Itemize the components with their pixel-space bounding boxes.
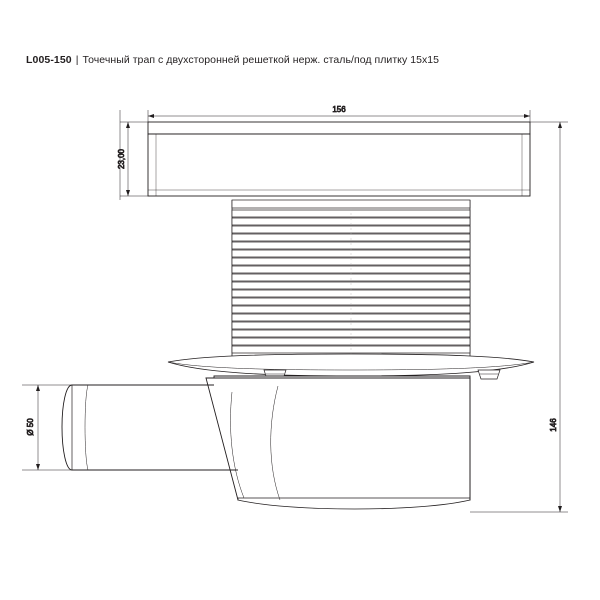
- product-code: L005-150: [26, 54, 72, 66]
- product-description: Точечный трап с двухсторонней решеткой нерж. сталь/под плитку 15х15: [82, 54, 440, 66]
- grate-assembly: [148, 122, 530, 196]
- dimension-width-156: [148, 114, 530, 118]
- dimension-label-flange-height: 23,00: [117, 148, 126, 170]
- dimension-flange-height: [126, 122, 130, 196]
- dimension-label-total-height: 146: [549, 418, 558, 432]
- dimension-label-width: 156: [332, 105, 346, 114]
- dimension-label-outlet-diameter: Ø 50: [26, 418, 35, 436]
- dimension-outlet-diameter: [36, 385, 40, 470]
- telescopic-riser: [232, 200, 470, 358]
- dimension-total-height: [558, 122, 562, 512]
- trap-body: [206, 376, 470, 509]
- title-separator: |: [75, 54, 79, 66]
- riser-corrugations: [232, 210, 470, 353]
